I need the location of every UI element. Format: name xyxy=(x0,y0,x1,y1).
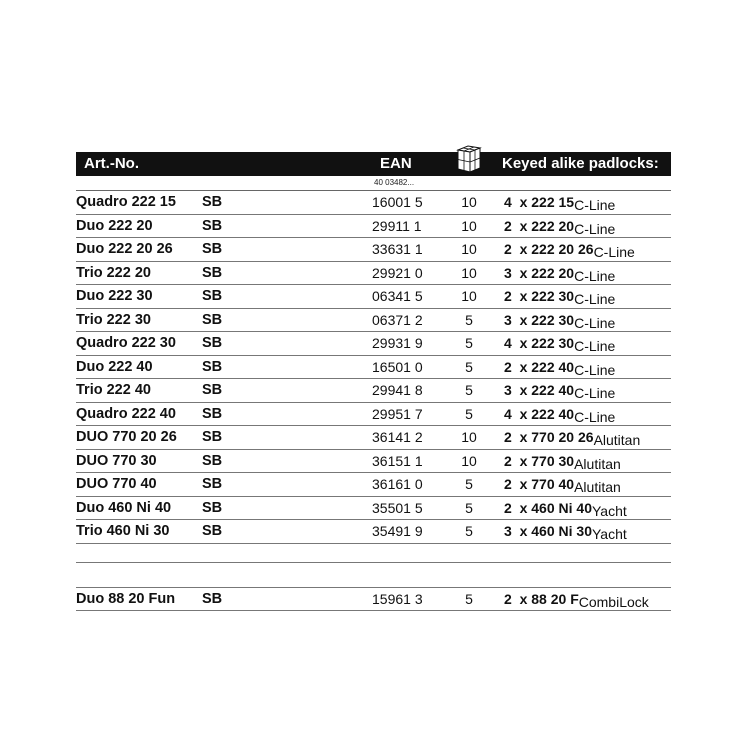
keyed-alike-desc xyxy=(504,382,616,401)
keyed-x: x xyxy=(519,590,528,607)
sb-label: SB xyxy=(202,452,223,469)
ean-code: 29911 1 xyxy=(372,217,422,234)
table-row xyxy=(76,450,671,474)
article-name: Duo 222 40 xyxy=(76,358,153,375)
pack-quantity: 10 xyxy=(461,217,477,234)
keyed-line: C-Line xyxy=(574,220,616,237)
keyed-line: Alutitan xyxy=(574,479,621,495)
ean-prefix: 40 03482... xyxy=(374,178,415,187)
header-art-no: Art.-No. xyxy=(84,155,139,172)
keyed-alike-desc xyxy=(504,452,621,472)
header-keyed-alike: Keyed alike padlocks: xyxy=(502,155,659,172)
keyed-qty: 2 xyxy=(504,429,512,445)
keyed-line: C-Line xyxy=(574,267,616,284)
article-name: Duo 222 20 26 xyxy=(76,241,173,257)
keyed-line: C-Line xyxy=(574,338,616,354)
article-name: DUO 770 40 xyxy=(76,476,157,492)
sb-label: SB xyxy=(202,382,223,398)
ean-code: 06341 5 xyxy=(372,288,423,304)
keyed-model: 222 20 xyxy=(531,264,575,281)
ean-code: 35501 5 xyxy=(372,499,423,516)
pack-quantity: 5 xyxy=(465,358,473,375)
ean-code: 35491 9 xyxy=(372,523,423,539)
article-name: Trio 222 30 xyxy=(76,311,151,328)
pack-quantity: 10 xyxy=(461,288,477,304)
ean-code: 36151 1 xyxy=(372,452,423,469)
sb-label: SB xyxy=(202,523,223,539)
keyed-qty: 2 xyxy=(504,476,512,492)
ean-code: 06371 2 xyxy=(372,311,423,328)
keyed-qty: 3 xyxy=(504,523,512,539)
table-row xyxy=(76,285,671,309)
article-name: Quadro 222 30 xyxy=(76,335,176,351)
keyed-qty: 2 xyxy=(504,590,512,607)
pack-quantity: 5 xyxy=(465,311,473,328)
table-row xyxy=(76,588,671,612)
keyed-model: 460 Ni 30 xyxy=(531,523,592,539)
pack-quantity: 5 xyxy=(465,335,473,351)
sb-label: SB xyxy=(202,405,223,422)
ean-code: 16501 0 xyxy=(372,358,423,375)
keyed-qty: 2 xyxy=(504,288,512,304)
pack-quantity: 5 xyxy=(465,405,473,422)
table-row xyxy=(76,332,671,356)
article-name: Trio 222 20 xyxy=(76,264,151,281)
header-ean: EAN xyxy=(380,155,412,172)
keyed-x: x xyxy=(519,429,528,445)
keyed-line: C-Line xyxy=(574,314,616,331)
keyed-line: C-Line xyxy=(574,197,616,213)
sb-label: SB xyxy=(202,311,223,328)
article-name: Trio 222 40 xyxy=(76,382,151,398)
pack-quantity: 5 xyxy=(465,523,473,539)
ean-code: 15961 3 xyxy=(372,590,423,607)
keyed-qty: 2 xyxy=(504,358,512,375)
ean-code: 29921 0 xyxy=(372,264,423,281)
table-row xyxy=(76,356,671,380)
keyed-x: x xyxy=(519,335,528,351)
keyed-model: 770 40 xyxy=(531,476,575,492)
table-row xyxy=(76,520,671,544)
keyed-line: C-Line xyxy=(574,361,616,378)
article-name: Duo 222 20 xyxy=(76,217,153,234)
keyed-alike-desc xyxy=(504,241,635,260)
keyed-line: Yacht xyxy=(591,502,627,519)
keyed-x: x xyxy=(519,264,528,281)
pack-quantity: 5 xyxy=(465,382,473,398)
table-spacer xyxy=(76,544,671,588)
ean-code: 29941 8 xyxy=(372,382,423,398)
keyed-x: x xyxy=(519,288,528,304)
pack-quantity: 10 xyxy=(461,241,477,257)
keyed-line: C-Line xyxy=(593,244,635,260)
table-row xyxy=(76,403,671,427)
ean-code: 33631 1 xyxy=(372,241,423,257)
keyed-line: Alutitan xyxy=(574,455,621,472)
pack-quantity: 5 xyxy=(465,476,473,492)
article-name: Trio 460 Ni 30 xyxy=(76,523,170,539)
keyed-qty: 3 xyxy=(504,264,512,281)
article-name: DUO 770 20 26 xyxy=(76,429,177,445)
pack-quantity: 5 xyxy=(465,499,473,516)
sb-label: SB xyxy=(202,264,223,281)
keyed-x: x xyxy=(519,405,528,422)
keyed-qty: 2 xyxy=(504,452,512,469)
padlock-table xyxy=(76,152,671,611)
ean-code: 29931 9 xyxy=(372,335,423,351)
keyed-x: x xyxy=(519,241,528,257)
ean-code: 36161 0 xyxy=(372,476,423,492)
pack-quantity: 5 xyxy=(465,590,473,607)
keyed-model: 222 40 xyxy=(531,382,575,398)
table-row xyxy=(76,379,671,403)
keyed-qty: 3 xyxy=(504,311,512,328)
keyed-line: Alutitan xyxy=(593,432,641,448)
ean-code: 16001 5 xyxy=(372,194,423,210)
keyed-alike-desc xyxy=(504,217,616,237)
pack-quantity: 10 xyxy=(461,264,477,281)
keyed-model: 222 15 xyxy=(531,194,575,210)
article-name: DUO 770 30 xyxy=(76,452,157,469)
sb-label: SB xyxy=(202,335,223,351)
keyed-qty: 2 xyxy=(504,241,512,257)
package-cubes-icon xyxy=(454,142,484,174)
sb-label: SB xyxy=(202,499,223,516)
keyed-qty: 4 xyxy=(504,335,512,351)
keyed-qty: 4 xyxy=(504,194,512,210)
keyed-qty: 2 xyxy=(504,217,512,234)
sb-label: SB xyxy=(202,241,223,257)
divider xyxy=(76,562,671,563)
keyed-x: x xyxy=(519,194,528,210)
table-row xyxy=(76,473,671,497)
keyed-x: x xyxy=(519,382,528,398)
keyed-x: x xyxy=(519,476,528,492)
keyed-qty: 4 xyxy=(504,405,512,422)
keyed-model: 222 30 xyxy=(531,335,575,351)
table-row xyxy=(76,191,671,215)
keyed-alike-desc xyxy=(504,311,616,331)
keyed-x: x xyxy=(519,452,528,469)
keyed-alike-desc xyxy=(504,405,616,425)
sb-label: SB xyxy=(202,288,223,304)
keyed-x: x xyxy=(519,358,528,375)
keyed-alike-desc xyxy=(504,523,627,542)
keyed-model: 88 20 F xyxy=(531,590,579,607)
article-name: Quadro 222 40 xyxy=(76,405,176,422)
ean-prefix-row xyxy=(76,176,671,191)
keyed-alike-desc xyxy=(504,499,627,519)
table-body xyxy=(76,191,671,544)
table-row xyxy=(76,497,671,521)
keyed-x: x xyxy=(519,523,528,539)
keyed-line: C-Line xyxy=(574,385,616,401)
keyed-alike-desc xyxy=(504,476,621,495)
table-row xyxy=(76,238,671,262)
sb-label: SB xyxy=(202,217,223,234)
sb-label: SB xyxy=(202,590,223,607)
article-name: Duo 460 Ni 40 xyxy=(76,499,172,516)
keyed-line: C-Line xyxy=(574,291,616,307)
table-row xyxy=(76,309,671,333)
sb-label: SB xyxy=(202,358,223,375)
keyed-qty: 3 xyxy=(504,382,512,398)
keyed-model: 770 20 26 xyxy=(531,429,594,445)
keyed-alike-desc xyxy=(504,429,641,448)
keyed-model: 222 30 xyxy=(531,311,575,328)
table-row xyxy=(76,262,671,286)
article-name: Quadro 222 15 xyxy=(76,194,176,210)
keyed-model: 770 30 xyxy=(531,452,575,469)
keyed-alike-desc xyxy=(504,288,616,307)
sb-label: SB xyxy=(202,429,223,445)
table-row xyxy=(76,426,671,450)
keyed-x: x xyxy=(519,217,528,234)
keyed-qty: 2 xyxy=(504,499,512,516)
keyed-x: x xyxy=(519,499,528,516)
keyed-alike-desc xyxy=(504,358,616,378)
ean-code: 29951 7 xyxy=(372,405,423,422)
pack-quantity: 10 xyxy=(461,452,477,469)
keyed-model: 222 20 26 xyxy=(531,241,594,257)
keyed-model: 460 Ni 40 xyxy=(531,499,592,516)
keyed-alike-desc xyxy=(504,194,616,213)
pack-quantity: 10 xyxy=(461,429,477,445)
sb-label: SB xyxy=(202,194,223,210)
keyed-model: 222 30 xyxy=(531,288,575,304)
keyed-model: 222 40 xyxy=(531,405,575,422)
keyed-x: x xyxy=(519,311,528,328)
keyed-alike-desc xyxy=(504,590,649,610)
pack-quantity: 10 xyxy=(461,194,477,210)
article-name: Duo 88 20 Fun xyxy=(76,590,176,607)
table-row xyxy=(76,215,671,239)
keyed-line: C-Line xyxy=(574,408,616,425)
keyed-model: 222 40 xyxy=(531,358,575,375)
table-header xyxy=(76,152,671,176)
keyed-line: Yacht xyxy=(591,526,627,542)
keyed-alike-desc xyxy=(504,264,616,284)
ean-code: 36141 2 xyxy=(372,429,423,445)
article-name: Duo 222 30 xyxy=(76,288,153,304)
keyed-line: CombiLock xyxy=(578,593,649,610)
keyed-alike-desc xyxy=(504,335,616,354)
keyed-model: 222 20 xyxy=(531,217,575,234)
sb-label: SB xyxy=(202,476,223,492)
